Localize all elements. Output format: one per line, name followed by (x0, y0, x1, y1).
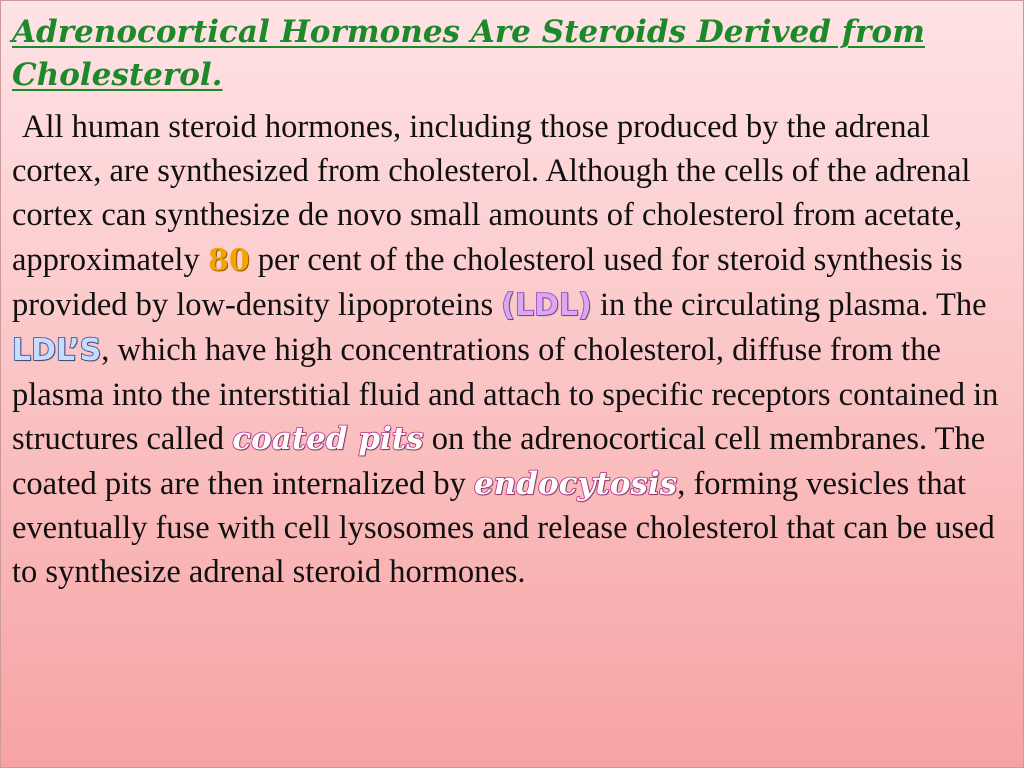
highlight-percent-value: 80 (207, 242, 250, 278)
body-text-2: per cent of the cholesterol used for steroid synthesis is provided by low-density lipoproteins (12, 241, 963, 323)
body-text-5: on the adrenocortical cell membranes. The coated pits are then internalized by (12, 421, 986, 502)
highlight-ldls-term: LDL’S (12, 333, 102, 369)
slide-title: Adrenocortical Hormones Are Steroids Derived from Cholesterol. (12, 14, 925, 93)
body-text-6: , forming vesicles that eventually fuse with cell lysosomes and release cholesterol that can be used to synthesize adrenal steroid hormones. (12, 465, 995, 591)
highlight-coated-pits: coated pits (232, 421, 424, 458)
body-text-1: All human steroid hormones, including those produced by the adrenal cortex, are synthesized from cholesterol. Although the cells of the adrenal cortex can synthesize de novo small amounts of cholesterol from acetate, approximately (12, 109, 971, 278)
highlight-ldl-abbrev: (LDL) (501, 287, 592, 323)
body-text-3: in the circulating plasma. The (591, 286, 987, 323)
body-text-4: , which have high concentrations of cholesterol, diffuse from the plasma into the interstitial fluid and attach to specific receptors contained in structures called (12, 332, 999, 458)
body-paragraph (12, 105, 1018, 594)
highlight-endocytosis: endocytosis (474, 465, 678, 502)
